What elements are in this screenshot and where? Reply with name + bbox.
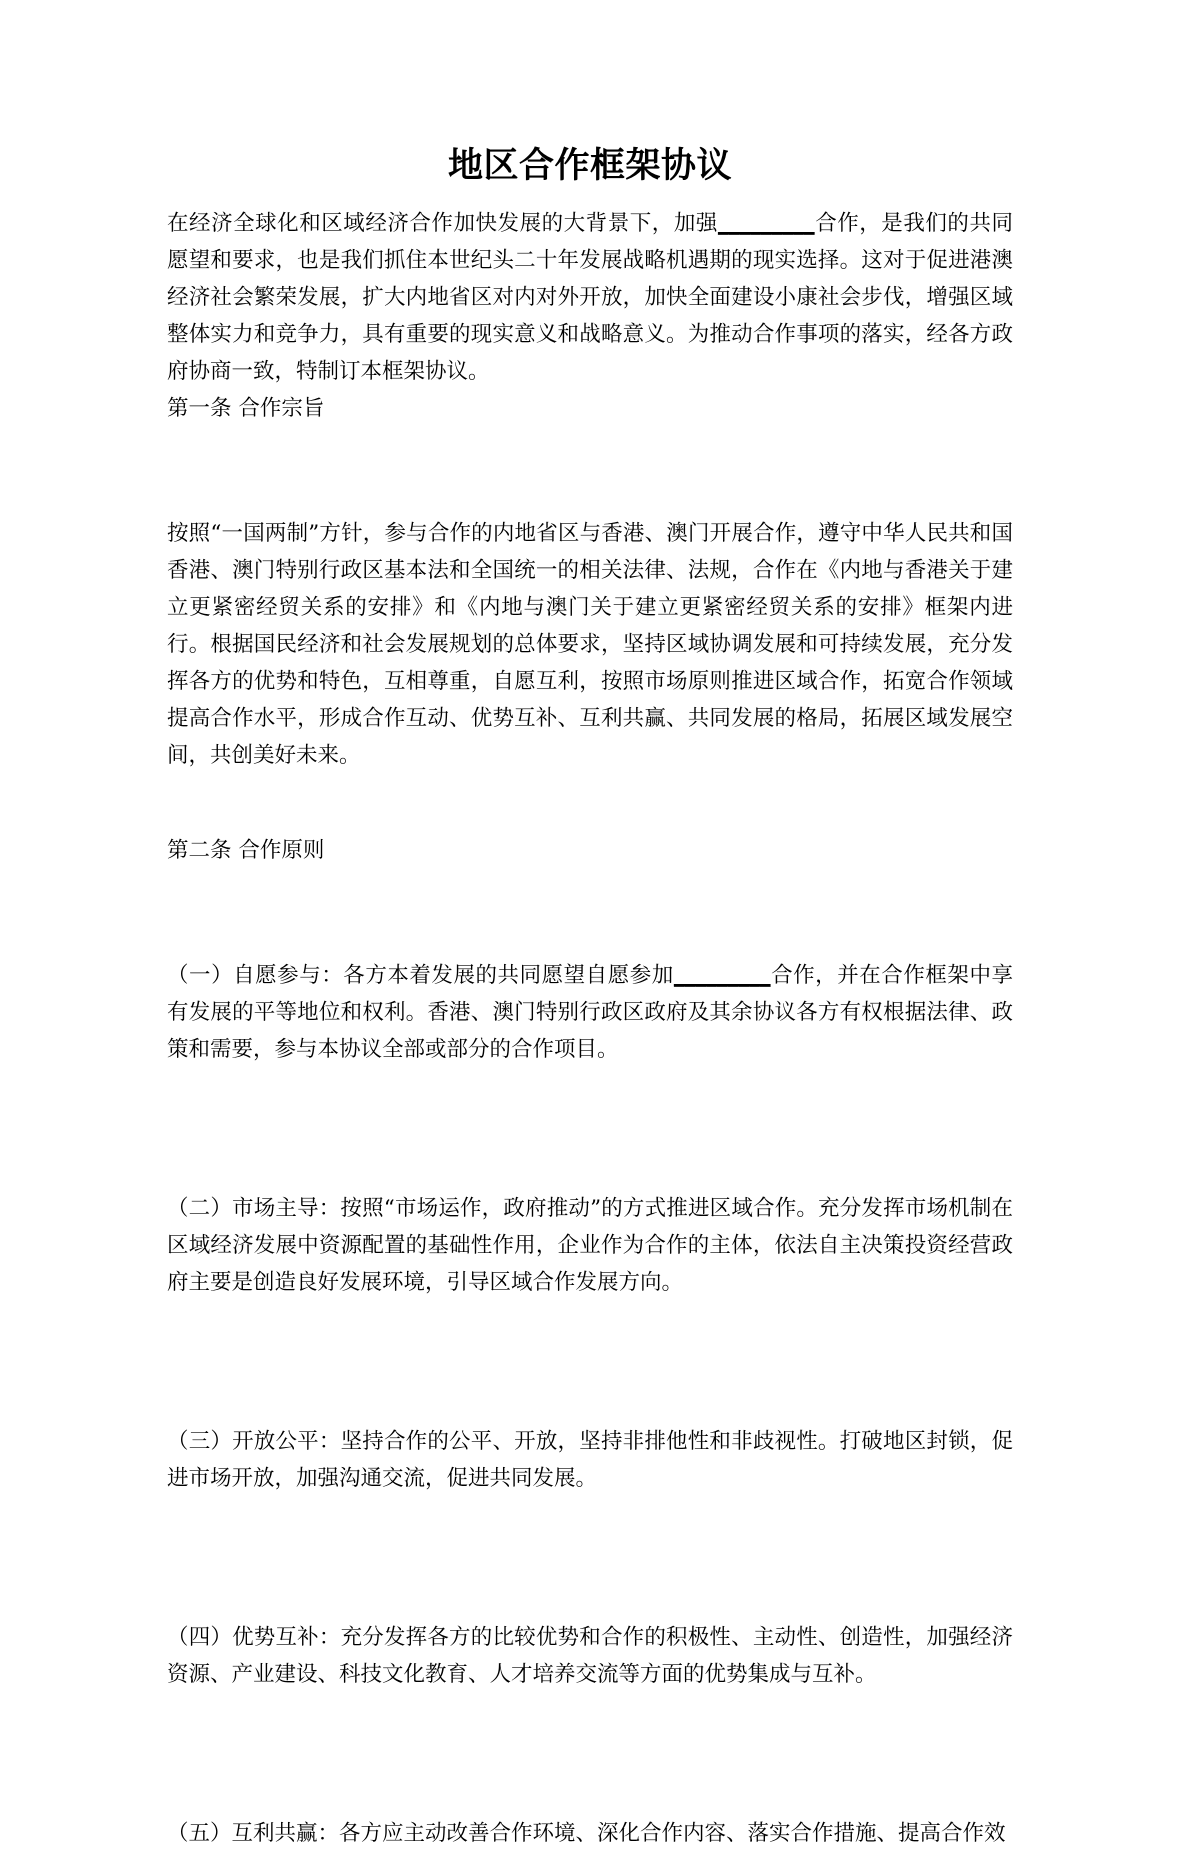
spacer-after-article-1-heading bbox=[167, 427, 1013, 515]
spacer-before-principle-4 bbox=[167, 1497, 1013, 1619]
preamble-text-before-blank: 在经济全球化和区域经济合作加快发展的大背景下，加强 bbox=[167, 211, 718, 236]
page-title: 地区合作框架协议 bbox=[447, 146, 732, 186]
principle-1-paragraph bbox=[167, 957, 1013, 1068]
article-2-heading: 第二条 合作原则 bbox=[167, 838, 325, 863]
spacer-before-principle-2 bbox=[167, 1068, 1013, 1190]
document-content bbox=[167, 0, 1013, 1852]
preamble-text-after-blank: 合作，是我们的共同愿望和要求，也是我们抓住本世纪头二十年发展战略机遇期的现实选择。这对于促进港澳经济社会繁荣发展，扩大内地省区对内对外开放，加快全面建设小康社会步伐，增强区域整体实力和竞争力，具有重要的现实意义和战略意义。为推动合作事项的落实，经各方政府协商一致，特制订本框架协议。 bbox=[167, 211, 1013, 384]
spacer-before-principle-5 bbox=[167, 1693, 1013, 1815]
principle-4-paragraph: （四）优势互补：充分发挥各方的比较优势和合作的积极性、主动性、创造性，加强经济资源、产业建设、科技文化教育、人才培养交流等方面的优势集成与互补。 bbox=[167, 1625, 1013, 1687]
preamble-paragraph bbox=[167, 187, 1013, 390]
principle-1-text-after-blank: 合作，并在合作框架中享有发展的平等地位和权利。香港、澳门特别行政区政府及其余协议各方有权根据法律、政策和需要，参与本协议全部或部分的合作项目。 bbox=[167, 963, 1013, 1062]
spacer-after-article-2-heading bbox=[167, 869, 1013, 957]
spacer-before-article-2-heading bbox=[167, 774, 1013, 832]
preamble-blank-field[interactable]: _________ bbox=[717, 211, 815, 236]
article-1-body: 按照“一国两制”方针，参与合作的内地省区与香港、澳门开展合作，遵守中华人民共和国香港、澳门特别行政区基本法和全国统一的相关法律、法规，合作在《内地与香港关于建立更紧密经贸关系的安排》和《内地与澳门关于建立更紧密经贸关系的安排》框架内进行。根据国民经济和社会发展规划的总体要求，坚持区域协调发展和可持续发展，充分发挥各方的优势和特色，互相尊重，自愿互利，按照市场原则推进区域合作，拓宽合作领域提高合作水平，形成合作互动、优势互补、互利共赢、共同发展的格局，拓展区域发展空间，共创美好未来。 bbox=[167, 521, 1013, 768]
principle-5-paragraph: （五）互利共赢：各方应主动改善合作环境、深化合作内容、落实合作措施、提高合作效 bbox=[167, 1821, 1006, 1846]
principle-2-paragraph: （二）市场主导：按照“市场运作，政府推动”的方式推进区域合作。充分发挥市场机制在区域经济发展中资源配置的基础性作用，企业作为合作的主体，依法自主决策投资经营政府主要是创造良好发展环境，引导区域合作发展方向。 bbox=[167, 1196, 1013, 1295]
spacer-before-principle-3 bbox=[167, 1301, 1013, 1423]
principle-1-blank-field[interactable]: _________ bbox=[673, 963, 771, 988]
article-1-heading: 第一条 合作宗旨 bbox=[167, 396, 325, 421]
principle-1-text-before-blank: （一）自愿参与：各方本着发展的共同愿望自愿参加 bbox=[167, 963, 674, 988]
principle-3-paragraph: （三）开放公平：坚持合作的公平、开放，坚持非排他性和非歧视性。打破地区封锁，促进市场开放，加强沟通交流，促进共同发展。 bbox=[167, 1429, 1013, 1491]
